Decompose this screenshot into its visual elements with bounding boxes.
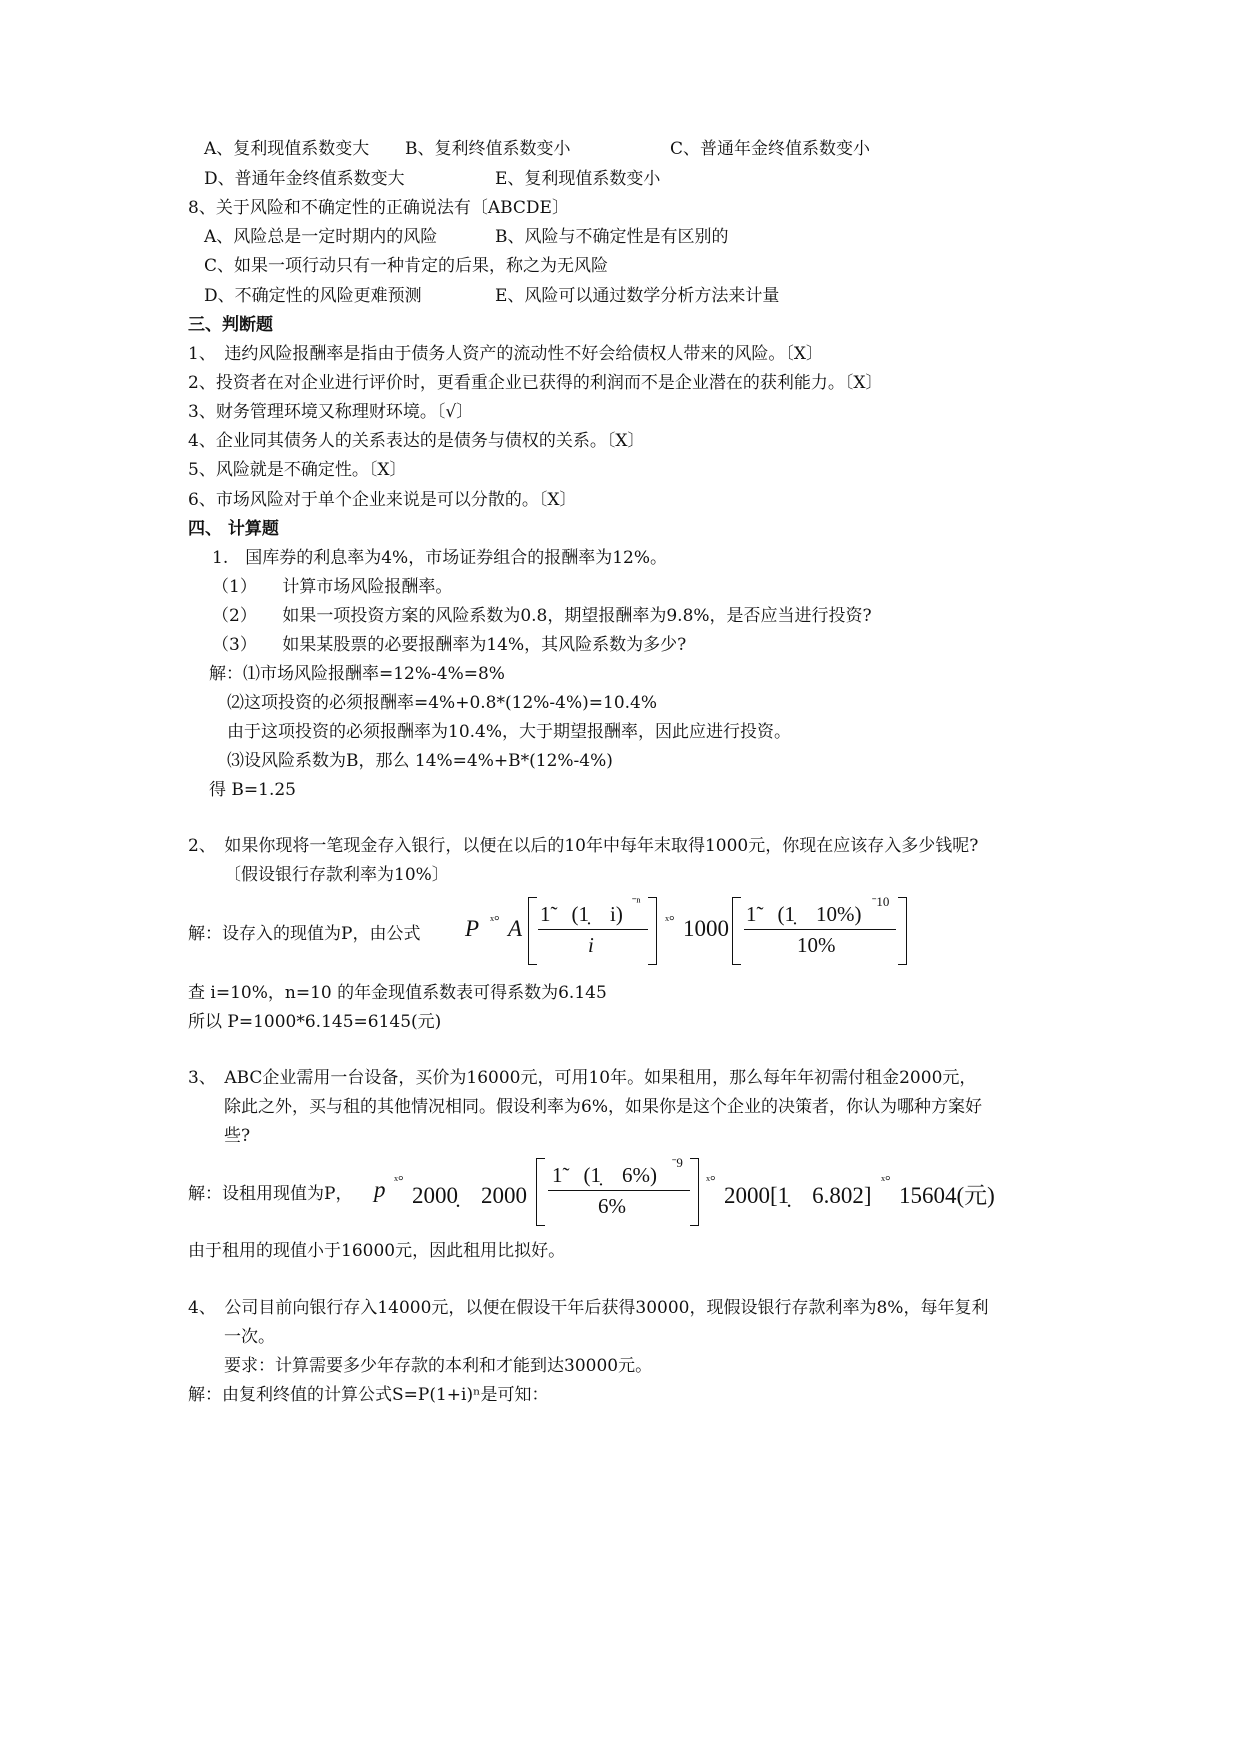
p3-eq-t2: 2000[1̣ 6.802]	[724, 1183, 872, 1208]
judge-item-3: 3、财务管理环境又称理财环境。〔√〕	[188, 402, 474, 422]
p2-stem: 2、 如果你现将一笔现金存入银行，以便在以后的10年中每年末取得1000元，你现在应该存入多少钱呢?	[188, 836, 979, 856]
p1-sub-3: （3） 如果某股票的必要报酬率为14%，其风险系数为多少?	[212, 635, 687, 655]
p3-sol-lead: 解：设租用现值为P，	[188, 1184, 353, 1204]
p2-sol-lead: 解：设存入的现值为P，由公式	[188, 924, 421, 944]
section-3-title: 三、判断题	[188, 315, 273, 335]
p3-stem-3: 些?	[224, 1126, 251, 1146]
p4-requirement: 要求：计算需要多少年存款的本利和才能到达30000元。	[224, 1356, 653, 1376]
p3-eq-t3: 15604(元)	[899, 1183, 995, 1208]
p1-stem: 1. 国库券的利息率为4%，市场证券组合的报酬率为12%。	[212, 548, 667, 568]
judge-item-6: 6、市场风险对于单个企业来说是可以分散的。〔X〕	[188, 490, 577, 510]
p2-bracket-left-2	[732, 897, 741, 965]
p1-sol-2: ⑵这项投资的必须报酬率=4%+0.8*(12%-4%)=10.4%	[227, 693, 658, 713]
q8-stem: 8、关于风险和不确定性的正确说法有〔ABCDE〕	[188, 198, 569, 218]
p1-sol-5: 得 B=1.25	[209, 780, 296, 800]
p2-eq-exp-1: ˉⁿ	[632, 894, 641, 909]
p1-sol-3: 由于这项投资的必须报酬率为10.4%，大于期望报酬率，因此应进行投资。	[227, 722, 792, 742]
p3-bracket-left	[536, 1158, 545, 1226]
p3-eq-t1: 2000̣ 2000	[412, 1183, 527, 1208]
p3-stem-2: 除此之外，买与租的其他情况相同。假设利率为6%，如果你是这个企业的决策者，你认为哪种方案好	[224, 1097, 982, 1117]
p2-eq-num-2: 1̃ (1̣ 10%)	[746, 902, 862, 926]
p2-bracket-right-1	[648, 897, 657, 965]
p2-eq-P: P	[465, 916, 480, 941]
q7-option-c: C、普通年金终值系数变小	[670, 139, 871, 159]
q8-option-c: C、如果一项行动只有一种肯定的后果，称之为无风险	[204, 256, 609, 276]
q8-option-d: D、不确定性的风险更难预测	[204, 286, 422, 306]
p2-line-4: 所以 P=1000*6.145=6145(元)	[188, 1012, 442, 1032]
q7-option-a: A、复利现值系数变大	[204, 139, 370, 159]
p2-fraction-bar-1	[538, 929, 648, 930]
p2-eq-den-1: i	[588, 933, 594, 957]
p2-eq-exp-2: ˉ10	[872, 894, 890, 909]
p2-line-3: 查 i=10%，n=10 的年金现值系数表可得系数为6.145	[188, 983, 607, 1003]
p3-eq-equals-3: ˣ°	[881, 1174, 891, 1189]
q7-option-d: D、普通年金终值系数变大	[204, 169, 405, 189]
q7-option-e: E、复利现值系数变小	[495, 169, 661, 189]
p1-sub-1: （1） 计算市场风险报酬率。	[212, 577, 453, 597]
p2-eq-num-1: 1̃ (1̣ i)	[540, 902, 623, 926]
p2-fraction-bar-2	[744, 929, 896, 930]
judge-item-4: 4、企业同其债务人的关系表达的是债务与债权的关系。〔X〕	[188, 431, 645, 451]
q8-option-a: A、风险总是一定时期内的风险	[204, 227, 438, 247]
p2-stem-2: 〔假设银行存款利率为10%〕	[224, 865, 449, 885]
p3-bracket-right	[690, 1158, 699, 1226]
p3-eq-equals-1: ˣ°	[394, 1174, 404, 1189]
p2-eq-equals-2: ˣ°	[665, 914, 675, 929]
section-4-title: 四、 计算题	[188, 519, 279, 539]
p2-bracket-left-1	[528, 897, 537, 965]
q7-option-b: B、复利终值系数变小	[405, 139, 571, 159]
p3-line: 由于租用的现值小于16000元，因此租用比拟好。	[188, 1241, 566, 1261]
p2-eq-A: A	[508, 916, 523, 941]
p1-sol-4: ⑶设风险系数为B，那么 14%=4%+B*(12%-4%)	[227, 751, 613, 771]
q8-option-e: E、风险可以通过数学分析方法来计量	[495, 286, 780, 306]
p1-sol-1: 解：⑴市场风险报酬率=12%-4%=8%	[209, 664, 505, 684]
p3-eq-equals-2: ˣ°	[706, 1174, 716, 1189]
p3-stem: 3、 ABC企业需用一台设备，买价为16000元，可用10年。如果租用，那么每年年初需付租金2000元，	[188, 1068, 977, 1088]
p1-sub-2: （2） 如果一项投资方案的风险系数为0.8，期望报酬率为9.8%，是否应当进行投资?	[212, 606, 872, 626]
judge-item-1: 1、 违约风险报酬率是指由于债务人资产的流动性不好会给债权人带来的风险。〔X〕	[188, 344, 823, 364]
p2-eq-k: 1000	[683, 916, 729, 941]
p2-eq-equals-1: ˣ°	[490, 914, 500, 929]
judge-item-2: 2、投资者在对企业进行评价时，更看重企业已获得的利润而不是企业潜在的获利能力。〔X〕	[188, 373, 883, 393]
p2-eq-den-2: 10%	[797, 933, 836, 957]
judge-item-5: 5、风险就是不确定性。〔X〕	[188, 460, 407, 480]
p3-eq-den: 6%	[598, 1194, 626, 1218]
p3-fraction-bar	[548, 1190, 690, 1191]
p3-eq-num: 1̃ (1̣ 6%)	[552, 1163, 657, 1187]
q8-option-b: B、风险与不确定性是有区别的	[495, 227, 729, 247]
p4-solution: 解：由复利终值的计算公式S=P(1+i)ⁿ是可知：	[188, 1385, 549, 1405]
p3-eq-p: p	[374, 1177, 386, 1202]
p3-eq-exp: ˉ9	[672, 1155, 683, 1170]
p2-bracket-right-2	[898, 897, 907, 965]
p4-stem-2: 一次。	[224, 1327, 275, 1347]
p4-stem: 4、 公司目前向银行存入14000元，以便在假设干年后获得30000，现假设银行存款利率为8%，每年复利	[188, 1298, 989, 1318]
